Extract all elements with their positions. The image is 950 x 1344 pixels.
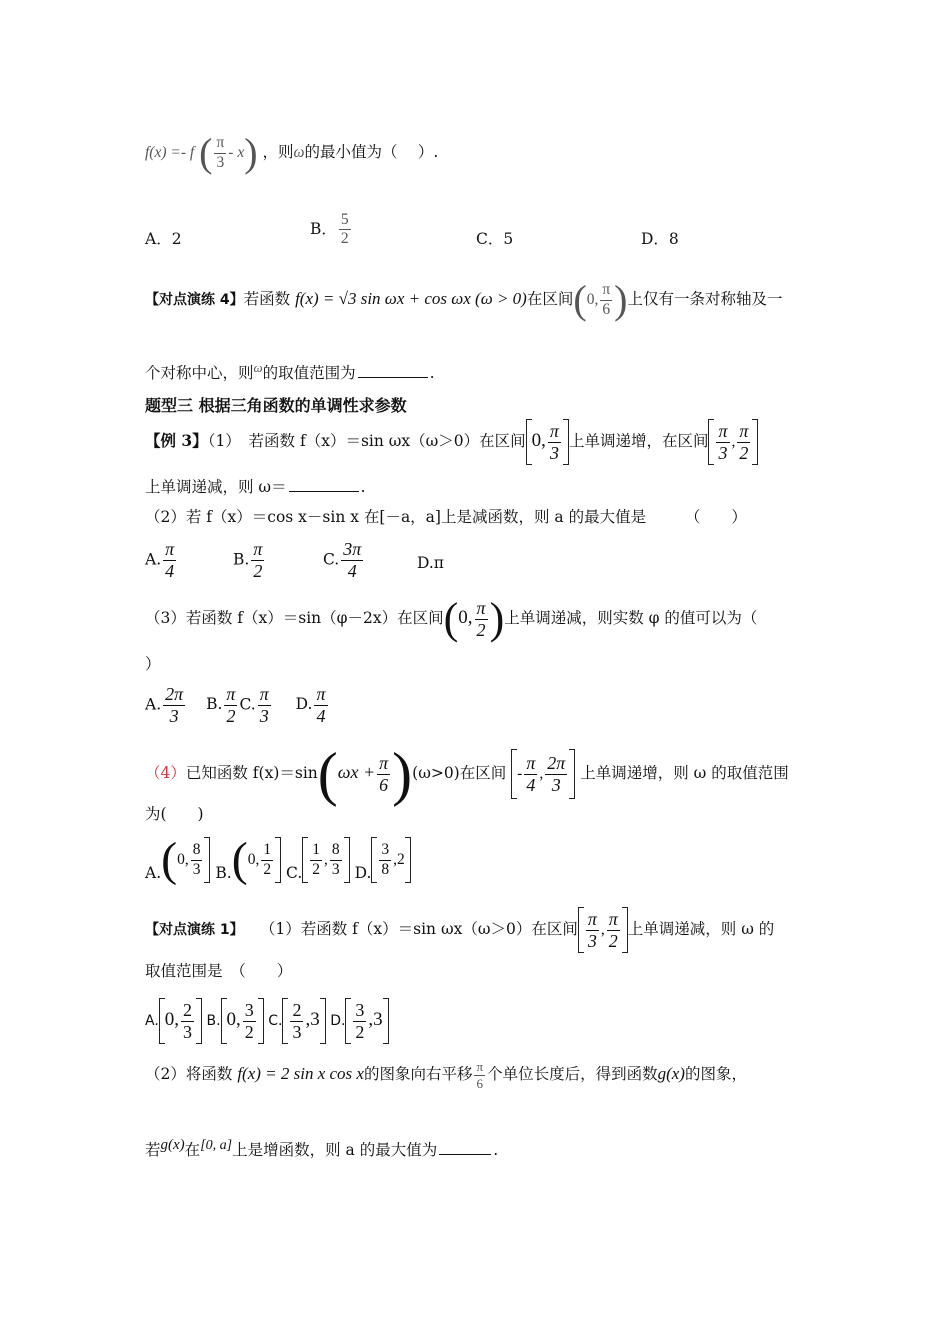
practice1-tag: 【对点演练 1】 <box>145 922 244 938</box>
practice4-line1: 【对点演练 4】若函数 f(x) = √3 sin ωx + cos ωx (ω > 0)在区间(0, $\frac{\pi}{6}$ )上仅有一条对称轴及一 <box>145 277 783 322</box>
example3-tag: 【例 3】 <box>145 431 208 450</box>
practice4-formula: f(x) = √3 sin ωx + cos ωx (ω > 0) <box>295 289 527 308</box>
practice1-options: A. 0, $\frac{2}{3}$ B. 0, $\frac{3}{2}$ C. $\frac{2}{3}$ ,3 D. $\frac{3}{2}$ ,3 <box>145 998 389 1044</box>
example3-p1-line1: 【例 3】（1） 若函数 f（x）＝sin ωx（ω＞0）在区间 0, $\frac{\pi}{3}$ 上单调递增，在区间 $\frac{\pi}{3}$ , $\frac{\pi}{2}$ <box>145 419 758 465</box>
option-c: C．5 <box>476 230 514 248</box>
example3-p4-line2: 为( ) <box>145 805 204 823</box>
math-lhs: f(x) =- f <box>145 144 195 161</box>
example3-p4-options: A.(0, $\frac{8}{3}$ B.(0, $\frac{1}{2}$ C. $\frac{1}{2}$ , $\frac{8}{3}$ D. $\frac{3}{8}$ ,2 <box>145 836 411 884</box>
example3-p3-options: A. $\frac{2\pi}{3}$ B. $\frac{\pi}{2}$ C. $\frac{\pi}{3}$ D. $\frac{\pi}{4}$ <box>145 684 326 726</box>
fraction-pi-over-3: $\frac{\pi}{3}$ <box>216 134 225 171</box>
practice1-p2-line1: （2）将函数 f(x) = 2 sin x cos x的图象向右平移 $\frac{\pi}{6}$ 个单位长度后，得到函数g(x)的图象， <box>145 1059 747 1091</box>
example3-p2-option-d: D.π <box>417 554 444 572</box>
practice1-p2-line2: 若$^{g(x)}$在[0, a]上是增函数，则 a 的最大值为 . <box>145 1137 499 1160</box>
option-d: D．8 <box>641 230 679 248</box>
example3-p3-close: ） <box>145 655 161 673</box>
question-tail-line: f(x) =- f ( $\frac{\pi}{3}$ - x) ，则ω的最小值为（ ）. <box>145 130 439 175</box>
practice1-p1-line2: 取值范围是 （ ） <box>145 962 293 980</box>
option-a: A．2 <box>145 230 182 248</box>
practice1-p1-line1: 【对点演练 1】 （1）若函数 f（x）＝sin ωx（ω＞0）在区间 $\frac{\pi}{3}$ , $\frac{\pi}{2}$ 上单调递减，则 ω 的 <box>145 907 774 953</box>
example3-p1-line2: 上单调递减，则 ω＝ . <box>145 478 366 496</box>
practice4-tag: 【对点演练 4】 <box>145 292 244 308</box>
example3-p2-option-a: A. $\frac{\pi}{4}$ <box>145 539 175 581</box>
example3-p4-line1: （4）已知函数 f(x)＝sin(ωx + $\frac{\pi}{6}$ )(ω>0)在区间 - $\frac{\pi}{4}$ , $\frac{2\pi}{3}$ 上单调递增，则 ω 的取值范围 <box>145 741 789 807</box>
section-title: 题型三 根据三角函数的单调性求参数 <box>145 396 407 415</box>
example3-p3-line1: （3）若函数 f（x）＝sin（φ－2x）在区间(0, $\frac{\pi}{2}$ )上单调递减，则实数 φ 的值可以为（ <box>145 594 758 643</box>
example3-p2-option-c: C. $\frac{3\pi}{4}$ <box>323 539 362 581</box>
practice4-line2: 个对称中心，则$^\omega$的取值范围为 . <box>145 360 435 383</box>
example3-p2: （2）若 f（x）＝cos x－sin x 在[－a，a]上是减函数，则 a 的最大值是 （ ） <box>145 508 747 526</box>
option-b: B． $\frac{5}{2}$ <box>310 211 349 248</box>
answer-blank <box>358 376 428 378</box>
example3-p2-option-b: B. $\frac{\pi}{2}$ <box>233 539 263 581</box>
